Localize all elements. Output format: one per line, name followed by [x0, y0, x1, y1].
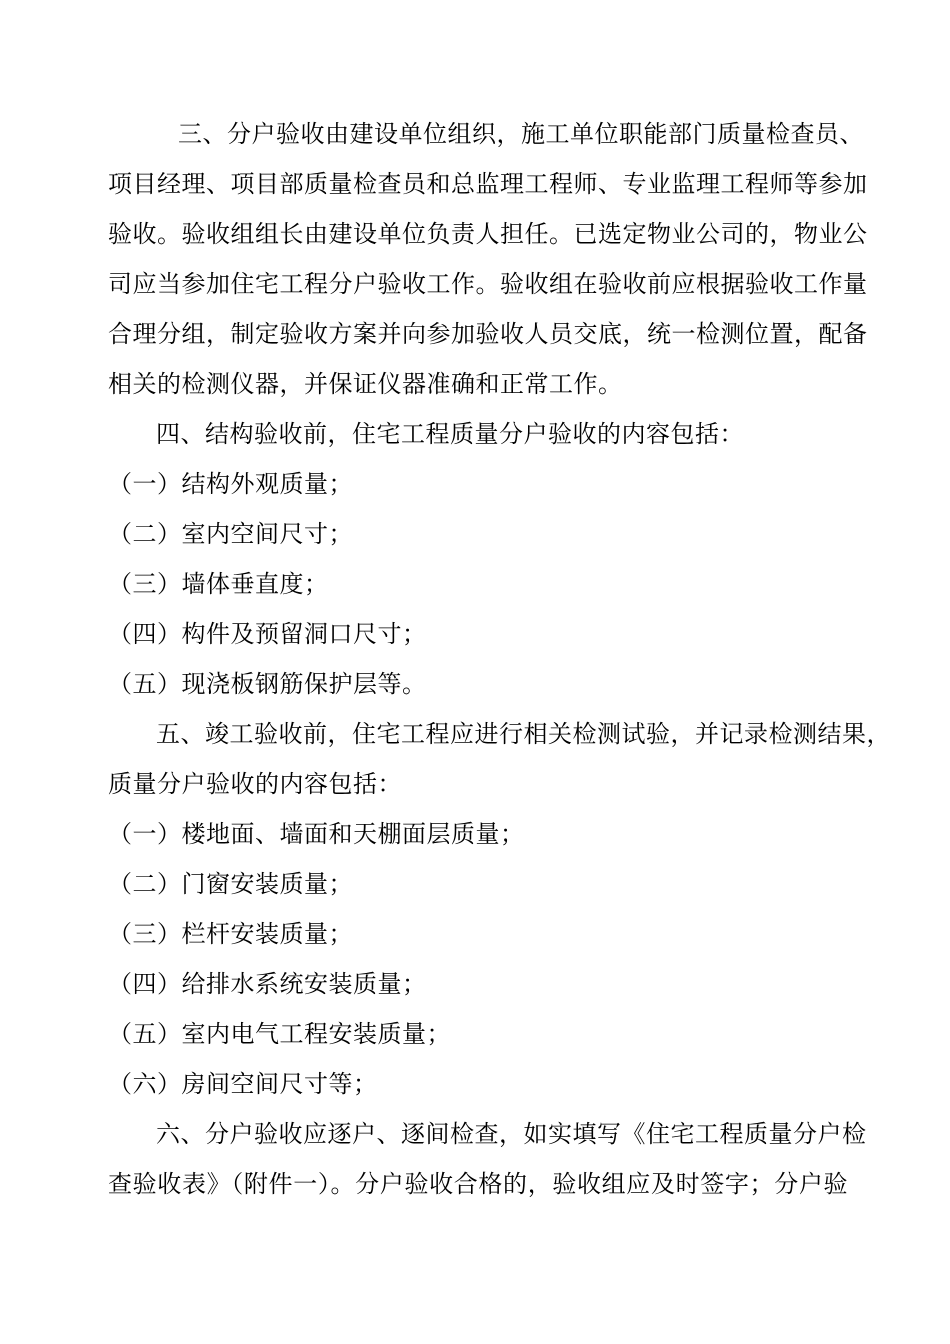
list-item: （五）现浇板钢筋保护层等。	[108, 670, 427, 698]
paragraph-3-line-3: 验收。验收组组长由建设单位负责人担任。已选定物业公司的，物业公	[108, 220, 868, 248]
paragraph-5-line-2: 质量分户验收的内容包括：	[108, 770, 402, 798]
paragraph-3-line-4: 司应当参加住宅工程分户验收工作。验收组在验收前应根据验收工作量	[108, 270, 868, 298]
paragraph-5-line-1: 五、竣工验收前，住宅工程应进行相关检测试验，并记录检测结果，	[156, 720, 891, 748]
list-item: （三）墙体垂直度；	[108, 570, 329, 598]
list-item: （四）给排水系统安装质量；	[108, 970, 427, 998]
list-item: （一）楼地面、墙面和天棚面层质量；	[108, 820, 525, 848]
list-item: （五）室内电气工程安装质量；	[108, 1020, 451, 1048]
list-item: （二）门窗安装质量；	[108, 870, 353, 898]
paragraph-6-line-2: 查验收表》（附件一）。分户验收合格的，验收组应及时签字；分户验	[108, 1170, 848, 1198]
list-item: （一）结构外观质量；	[108, 470, 353, 498]
list-item: （四）构件及预留洞口尺寸；	[108, 620, 427, 648]
paragraph-6-line-1: 六、分户验收应逐户、逐间检查，如实填写《住宅工程质量分户检	[156, 1120, 867, 1148]
paragraph-3-line-5: 合理分组，制定验收方案并向参加验收人员交底，统一检测位置，配备	[108, 320, 868, 348]
list-item: （二）室内空间尺寸；	[108, 520, 353, 548]
list-item: （三）栏杆安装质量；	[108, 920, 353, 948]
list-item: （六）房间空间尺寸等；	[108, 1070, 378, 1098]
paragraph-3-line-2: 项目经理、项目部质量检查员和总监理工程师、专业监理工程师等参加	[108, 170, 868, 198]
paragraph-3-line-6: 相关的检测仪器，并保证仪器准确和正常工作。	[108, 370, 623, 398]
paragraph-4-heading: 四、结构验收前，住宅工程质量分户验收的内容包括：	[156, 420, 744, 448]
paragraph-3-line-1: 三、分户验收由建设单位组织，施工单位职能部门质量检查员、	[178, 120, 864, 148]
